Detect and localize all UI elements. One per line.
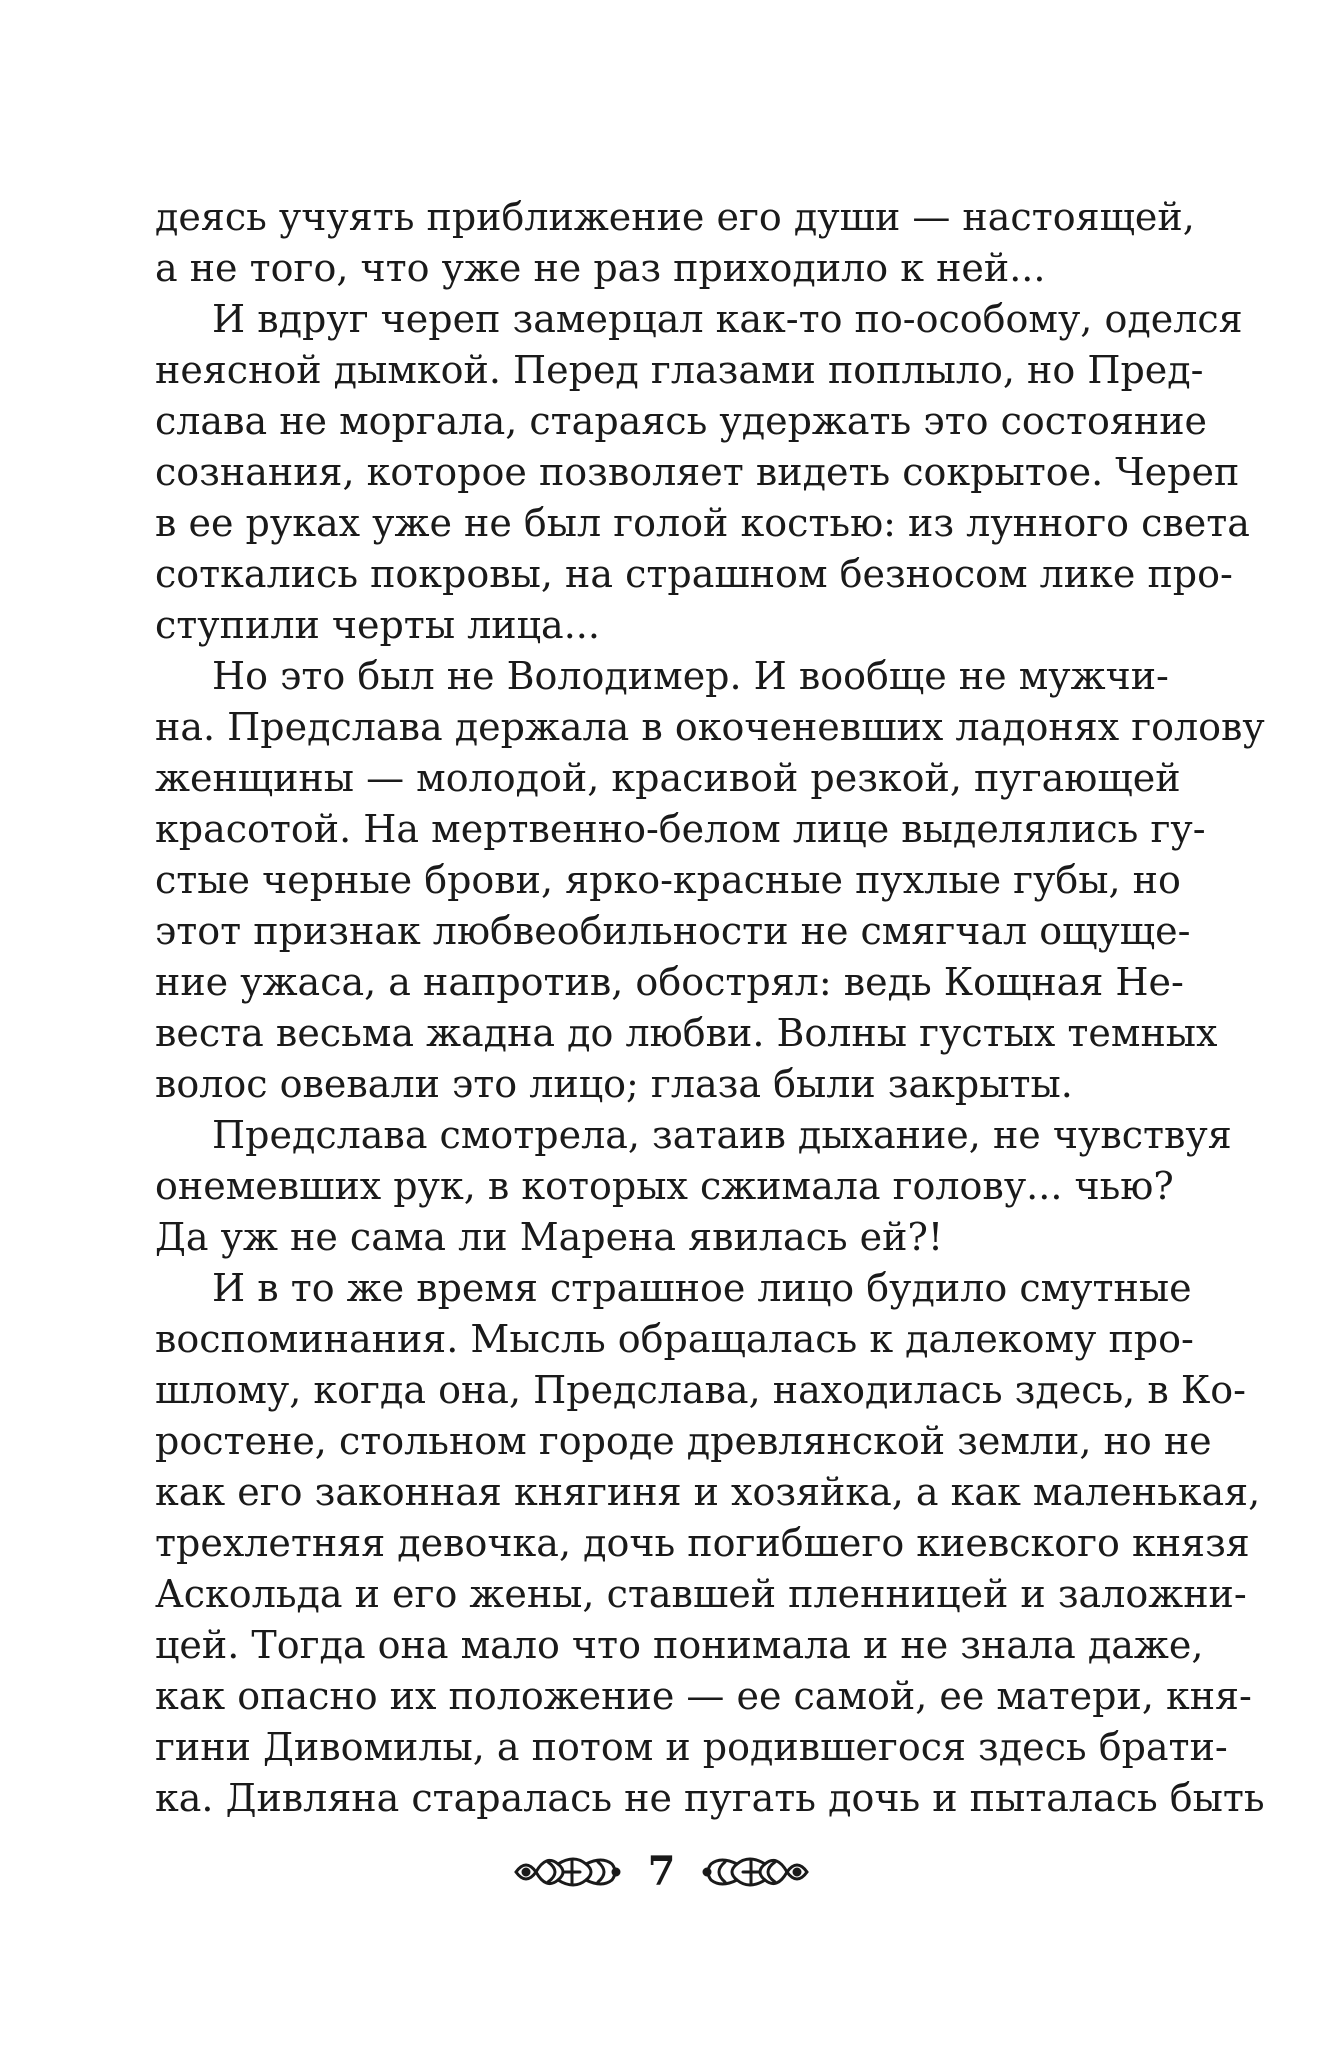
text-line: слава не моргала, стараясь удержать это состояние <box>155 399 1208 443</box>
text-line: онемевших рук, в которых сжимала голову... чью? <box>155 1164 1174 1208</box>
text-line: трехлетняя девочка, дочь погибшего киевского князя <box>155 1521 1250 1565</box>
text-line: неясной дымкой. Перед глазами поплыло, но Пред- <box>155 348 1204 392</box>
text-line: воспоминания. Мысль обращалась к далекому про- <box>155 1317 1194 1361</box>
text-line: шлому, когда она, Предслава, находилась здесь, в Ко- <box>155 1368 1246 1412</box>
text-line: в ее руках уже не был голой костью: из лунного света <box>155 501 1250 545</box>
text-line: цей. Тогда она мало что понимала и не знала даже, <box>155 1623 1204 1667</box>
knot-ornament-icon <box>512 1850 622 1894</box>
text-line: И в то же время страшное лицо будило смутные <box>212 1266 1192 1310</box>
text-line: деясь учуять приближение его души — настоящей, <box>155 195 1195 239</box>
text-line: на. Предслава держала в окоченевших ладонях голову <box>155 705 1265 749</box>
text-line: гини Дивомилы, а потом и родившегося здесь брати- <box>155 1725 1228 1769</box>
text-line: как опасно их положение — ее самой, ее матери, кня- <box>155 1674 1252 1718</box>
body-text <box>155 192 1265 1824</box>
text-line: ние ужаса, а напротив, обострял: ведь Кощная Не- <box>155 960 1184 1004</box>
text-line: а не того, что уже не раз приходило к ней... <box>155 246 1046 290</box>
text-line: ступили черты лица... <box>155 603 600 647</box>
text-line: Да уж не сама ли Марена явилась ей?! <box>155 1215 944 1259</box>
text-line: Но это был не Володимер. И вообще не мужчи- <box>212 654 1169 698</box>
text-line: Аскольда и его жены, ставшей пленницей и заложни- <box>155 1572 1247 1616</box>
text-line: И вдруг череп замерцал как-то по-особому, оделся <box>212 297 1243 341</box>
text-line: женщины — молодой, красивой резкой, пугающей <box>155 756 1181 800</box>
text-line: соткались покровы, на страшном безносом лике про- <box>155 552 1233 596</box>
page-footer <box>0 1842 1323 1902</box>
page-number: 7 <box>647 1848 676 1895</box>
text-line: стые черные брови, ярко-красные пухлые губы, но <box>155 858 1181 902</box>
text-line: волос овевали это лицо; глаза были закрыты. <box>155 1062 1073 1106</box>
text-line: красотой. На мертвенно-белом лице выделялись гу- <box>155 807 1206 851</box>
knot-ornament-icon <box>701 1850 811 1894</box>
text-line: этот признак любвеобильности не смягчал ощуще- <box>155 909 1191 953</box>
text-line: сознания, которое позволяет видеть сокрытое. Череп <box>155 450 1240 494</box>
text-line: веста весьма жадна до любви. Волны густых темных <box>155 1011 1218 1055</box>
text-line: ростене, стольном городе древлянской земли, но не <box>155 1419 1212 1463</box>
text-line: как его законная княгиня и хозяйка, а как маленькая, <box>155 1470 1261 1514</box>
text-line: ка. Дивляна старалась не пугать дочь и пыталась быть <box>155 1776 1265 1820</box>
text-line: Предслава смотрела, затаив дыхание, не чувствуя <box>212 1113 1232 1157</box>
